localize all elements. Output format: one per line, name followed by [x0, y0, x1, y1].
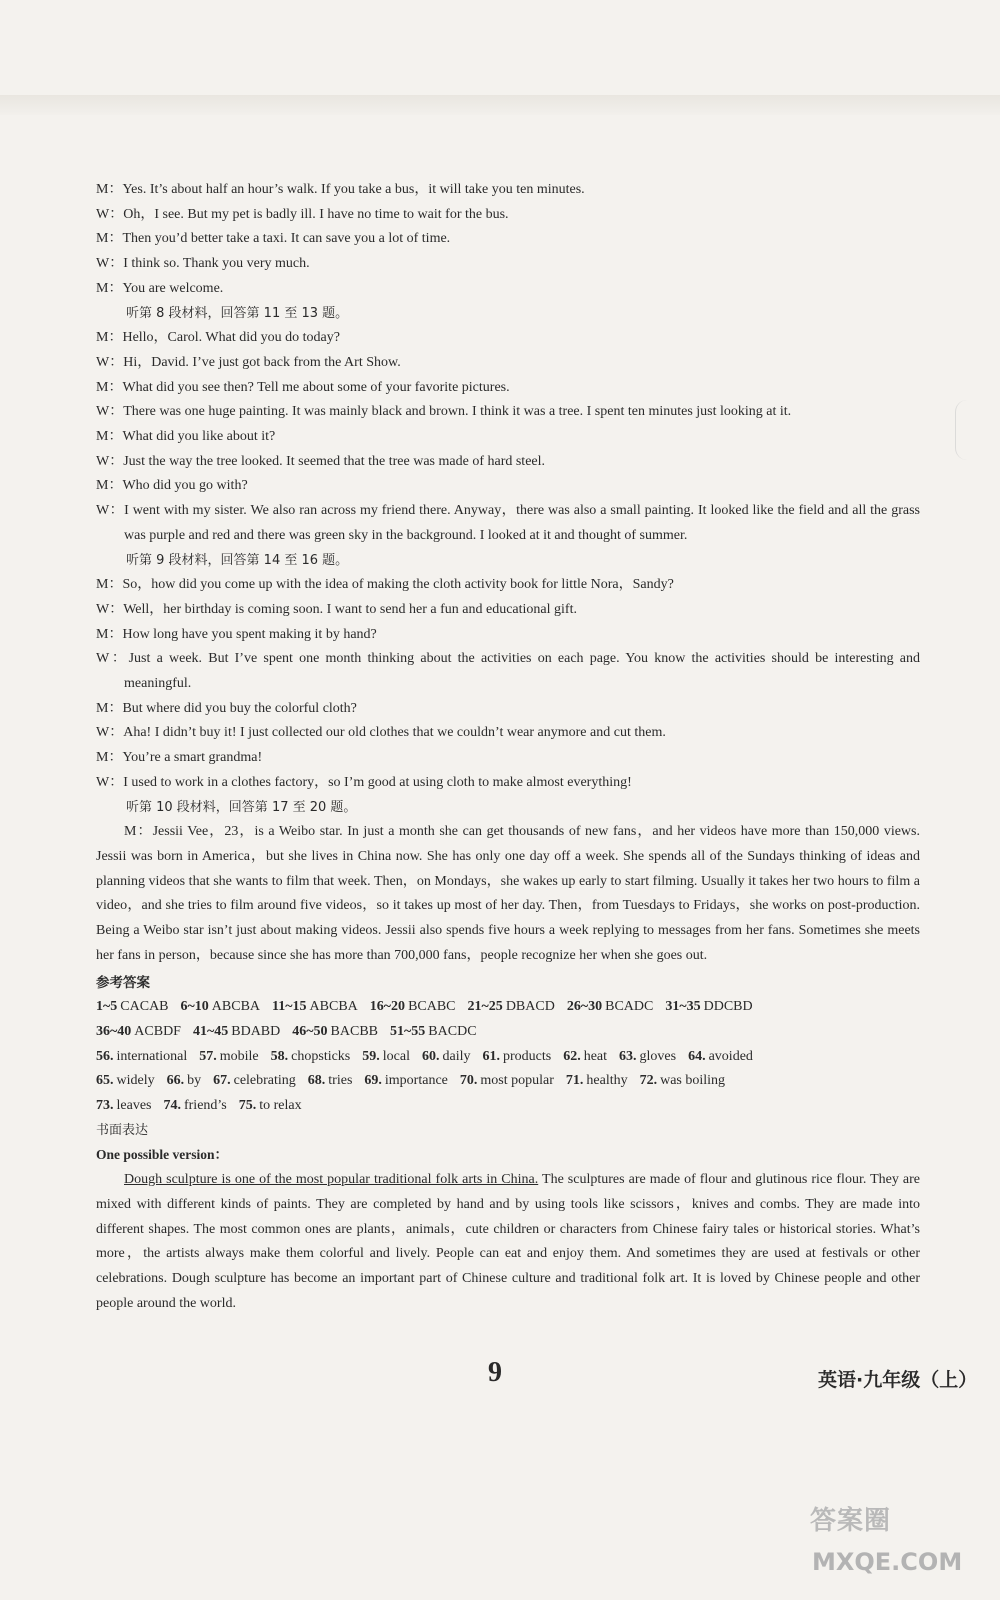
answer-value: gloves — [639, 1048, 677, 1064]
section-9-heading: 听第 9 段材料，回答第 14 至 16 题。 — [126, 552, 349, 568]
scan-band — [0, 95, 1000, 115]
answer-number: 31~35 — [665, 999, 701, 1015]
answer-number: 46~50 — [292, 1023, 328, 1039]
answer-value: mobile — [219, 1048, 259, 1064]
answer-item — [239, 1098, 302, 1113]
speaker-label: M： — [96, 577, 123, 593]
answer-number: 64. — [688, 1048, 706, 1064]
dialogue-text: Well，her birthday is coming soon. I want to send her a fun and educational gift. — [123, 601, 577, 617]
page-content — [96, 178, 920, 1316]
answer-item — [96, 999, 169, 1014]
speaker-label: W： — [96, 601, 124, 617]
dialogue-text: I used to work in a clothes factory，so I’m good at using cloth to make almost everything! — [123, 774, 632, 790]
answer-number: 41~45 — [192, 1023, 229, 1039]
answer-number: 74. — [163, 1098, 181, 1114]
speaker-label: W： — [96, 725, 124, 741]
answer-number: 21~25 — [467, 999, 503, 1015]
answer-item — [213, 1073, 296, 1088]
dialogue-text: Yes. It’s about half an hour’s walk. If you take a bus，it will take you ten minutes. — [122, 182, 585, 197]
answer-value: DDCBD — [703, 999, 753, 1015]
answer-value: tries — [328, 1073, 353, 1089]
answer-value: CACAB — [120, 999, 169, 1015]
page-number: 9 — [488, 1357, 502, 1388]
monologue-paragraph: M：Jessii Vee，23，is a Weibo star. In just a month she can get thousands of new fans，and her videos have more than 150,000 views. Jessii was born in America，but she lives in China now. She has only one day off a week. She spends all of the Sundays thinking of ideas and planning videos that she wants to film that week. Then，on Mondays，she wakes up early to start filming. Usually it takes her two hours to film a video，and she tries to film around five videos，so it takes up most of her day. Then，from Tuesdays to Fridays，she works on post-production. Being a Weibo star isn’t just about making videos. Jessii also spends five hours a week replying to messages from her fans. Sometimes she meets her fans in person，because since she has more than 700,000 fans，people recognize her when she goes out. — [96, 824, 920, 963]
dialogue-text: So，how did you come up with the idea of making the cloth activity book for little Nora，Sandy? — [122, 577, 674, 593]
answer-value: BCABC — [408, 999, 456, 1015]
essay-topic-sentence: Dough sculpture is one of the most popular traditional folk arts in China. — [124, 1172, 539, 1188]
dialogue-line — [96, 178, 920, 203]
dialogue-text: Aha! I didn’t buy it! I just collected our old clothes that we couldn’t wear anymore and cut them. — [123, 725, 666, 741]
watermark-url: MXQE.COM — [812, 1548, 963, 1576]
speaker-label: M： — [96, 280, 123, 296]
answer-number: 66. — [166, 1073, 185, 1089]
answer-value: ABCBA — [309, 999, 358, 1015]
dialogue-block-9 — [96, 573, 920, 795]
answer-number: 67. — [213, 1073, 231, 1089]
dialogue-line — [96, 746, 920, 771]
answer-number: 60. — [421, 1048, 440, 1064]
answer-number: 57. — [199, 1048, 217, 1064]
dialogue-line — [96, 425, 920, 450]
answer-value: BCADC — [605, 999, 654, 1015]
answer-value: products — [502, 1048, 552, 1064]
answer-value: leaves — [116, 1098, 152, 1114]
dialogue-text: What did you see then? Tell me about some of your favorite pictures. — [122, 379, 510, 395]
answer-item — [272, 999, 358, 1014]
speaker-label: W： — [96, 354, 124, 370]
dialogue-block-7 — [96, 178, 920, 302]
answer-item — [460, 1073, 554, 1088]
answer-value: local — [382, 1048, 410, 1064]
speaker-label: M： — [96, 330, 123, 346]
dialogue-text: There was one huge painting. It was mainly black and brown. I think it was a tree. I spent ten minutes just looking at it. — [123, 404, 792, 420]
dialogue-line — [96, 450, 920, 475]
answer-number: 51~55 — [390, 1023, 426, 1039]
dialogue-line — [96, 721, 920, 746]
dialogue-line — [96, 376, 920, 401]
answer-number: 26~30 — [566, 999, 603, 1015]
answer-item — [362, 1049, 410, 1064]
speaker-label: W： — [96, 404, 124, 420]
answer-value: ABCBA — [211, 999, 261, 1015]
answer-value: DBACD — [505, 999, 555, 1015]
dialogue-text: Who did you go with? — [122, 478, 248, 494]
answer-value: BACBB — [330, 1023, 379, 1039]
answer-number: 6~10 — [180, 999, 209, 1015]
answer-item — [292, 1024, 378, 1039]
answer-number: 59. — [362, 1048, 380, 1064]
dialogue-line — [96, 598, 920, 623]
speaker-label: W： — [96, 453, 124, 469]
dialogue-line — [96, 400, 920, 425]
answer-value: daily — [442, 1048, 471, 1064]
answer-number: 69. — [364, 1073, 382, 1089]
dialogue-line — [96, 499, 920, 548]
answer-item — [199, 1049, 258, 1064]
answer-item — [619, 1049, 676, 1064]
dialogue-text: Then you’d better take a taxi. It can save you a lot of time. — [122, 231, 451, 247]
answer-item — [422, 1049, 471, 1064]
answer-value: celebrating — [233, 1073, 296, 1089]
answer-item — [566, 1073, 628, 1088]
speaker-label: W： — [96, 651, 129, 667]
writing-heading: 书面表达 — [96, 1122, 149, 1138]
answer-item — [390, 1024, 477, 1039]
answer-number: 62. — [563, 1048, 581, 1064]
dialogue-line — [96, 474, 920, 499]
essay-paragraph — [96, 1168, 920, 1316]
dialogue-line — [96, 277, 920, 302]
answer-item — [364, 1073, 447, 1088]
answer-item — [181, 999, 261, 1014]
dialogue-text: How long have you spent making it by hand? — [122, 626, 377, 642]
subject-label: 英语·九年级（上） — [818, 1369, 978, 1391]
dialogue-line — [96, 771, 920, 796]
dialogue-text: You are welcome. — [122, 280, 224, 296]
answer-number: 72. — [639, 1073, 658, 1089]
possible-version-label: One possible version： — [96, 1147, 229, 1163]
dialogue-line — [96, 697, 920, 722]
answer-item — [163, 1098, 226, 1113]
answer-number: 75. — [238, 1098, 257, 1114]
answer-item — [563, 1049, 607, 1064]
answer-item — [167, 1073, 202, 1088]
dialogue-text: I think so. Thank you very much. — [123, 256, 310, 272]
answer-value: importance — [384, 1073, 448, 1089]
answer-value: heat — [583, 1048, 608, 1064]
dialogue-text: But where did you buy the colorful cloth? — [122, 700, 357, 716]
answer-number: 73. — [96, 1098, 114, 1114]
answer-number: 56. — [96, 1048, 114, 1064]
speaker-label: W： — [96, 774, 124, 790]
section-8-heading: 听第 8 段材料，回答第 11 至 13 题。 — [126, 305, 349, 321]
answer-number: 1~5 — [96, 999, 118, 1015]
speaker-label: M： — [96, 626, 123, 642]
answer-number: 16~20 — [369, 999, 406, 1015]
answer-item — [370, 999, 456, 1014]
speaker-label: M： — [96, 379, 123, 395]
dialogue-line — [96, 351, 920, 376]
answer-value: most popular — [480, 1073, 554, 1089]
speaker-label: M： — [96, 182, 123, 197]
answer-value: ACBDF — [134, 1023, 181, 1039]
answers-row-1 — [96, 995, 920, 1020]
answer-value: avoided — [708, 1048, 753, 1064]
answer-item — [640, 1073, 725, 1088]
dialogue-line — [96, 647, 920, 696]
speaker-label: M： — [96, 231, 123, 247]
answers-row-4 — [96, 1069, 920, 1094]
answer-value: by — [187, 1073, 202, 1089]
answer-value: friend’s — [183, 1098, 227, 1114]
answer-item — [96, 1049, 187, 1064]
answer-number: 11~15 — [272, 999, 307, 1015]
speaker-label: M： — [96, 700, 123, 716]
dialogue-line — [96, 623, 920, 648]
answer-item — [271, 1049, 351, 1064]
answer-number: 61. — [482, 1048, 500, 1064]
answer-number: 58. — [270, 1048, 289, 1064]
dialogue-text: I went with my sister. We also ran across my friend there. Anyway，there was also a small painting. It looked like the field and all the grass was purple and red and there was green sky in the background. I looked at it and thought of summer. — [124, 503, 920, 543]
answer-item — [308, 1073, 353, 1088]
answer-number: 71. — [565, 1073, 584, 1089]
answer-item — [96, 1098, 151, 1113]
dialogue-text: You’re a smart grandma! — [122, 750, 263, 766]
dialogue-text: Just the way the tree looked. It seemed that the tree was made of hard steel. — [123, 453, 546, 469]
watermark-logo: 答案圈 — [810, 1506, 892, 1536]
speaker-label: W： — [96, 503, 125, 519]
answer-value: widely — [116, 1073, 155, 1089]
answer-number: 70. — [459, 1073, 478, 1089]
side-edge-mark — [955, 400, 996, 460]
dialogue-line — [96, 252, 920, 277]
dialogue-block-8 — [96, 326, 920, 548]
dialogue-line — [96, 227, 920, 252]
answer-item — [567, 999, 654, 1014]
speaker-label: W： — [96, 206, 124, 222]
section-10-heading: 听第 10 段材料，回答第 17 至 20 题。 — [126, 799, 357, 815]
essay-body: The sculptures are made of flour and glutinous rice flour. They are mixed with different kinds of paints. They are completed by hand and by using tools like scissors，knives and combs. They are made into different shapes. The most common ones are plants，animals，cute children or characters from Chinese fairy tales or historical stories. What’s more，the artists always make them colorful and lively. People can eat and enjoy them. And sometimes they are used at festivals or other celebrations. Dough sculpture has become an important part of Chinese culture and traditional folk art. It is loved by Chinese people and other people around the world. — [96, 1172, 921, 1311]
speaker-label: M： — [96, 429, 123, 445]
dialogue-text: Oh，I see. But my pet is badly ill. I have no time to wait for the bus. — [123, 206, 509, 222]
speaker-label: M： — [96, 478, 123, 494]
speaker-label: M： — [96, 750, 123, 766]
answer-number: 36~40 — [96, 1023, 132, 1039]
answers-heading: 参考答案 — [96, 974, 150, 991]
answer-value: healthy — [586, 1073, 628, 1089]
dialogue-text: Just a week. But I’ve spent one month thinking about the activities on each page. You know the activities should be interesting and meaningful. — [124, 651, 920, 692]
answer-item — [193, 1024, 280, 1039]
answers-row-5 — [96, 1094, 920, 1119]
dialogue-line — [96, 203, 920, 228]
answer-item — [482, 1049, 551, 1064]
dialogue-text: Hello，Carol. What did you do today? — [122, 330, 340, 346]
answer-item — [688, 1049, 753, 1064]
answer-item — [468, 999, 555, 1014]
dialogue-line — [96, 326, 920, 351]
answer-value: to relax — [259, 1098, 302, 1114]
dialogue-text: What did you like about it? — [122, 429, 276, 445]
answer-value: BACDC — [428, 1023, 477, 1039]
answer-value: chopsticks — [291, 1048, 351, 1064]
answer-item — [665, 999, 752, 1014]
answer-value: BDABD — [231, 1023, 281, 1039]
answers-row-2 — [96, 1020, 920, 1045]
answer-number: 65. — [96, 1073, 114, 1089]
answer-value: was boiling — [660, 1073, 726, 1089]
answers-row-3 — [96, 1045, 920, 1070]
answer-item — [96, 1024, 181, 1039]
dialogue-line — [96, 573, 920, 598]
answer-value: international — [116, 1048, 188, 1064]
answer-number: 63. — [619, 1048, 637, 1064]
answer-number: 68. — [307, 1073, 326, 1089]
speaker-label: W： — [96, 256, 124, 272]
dialogue-text: Hi，David. I’ve just got back from the Art Show. — [123, 354, 401, 370]
answer-item — [96, 1073, 155, 1088]
